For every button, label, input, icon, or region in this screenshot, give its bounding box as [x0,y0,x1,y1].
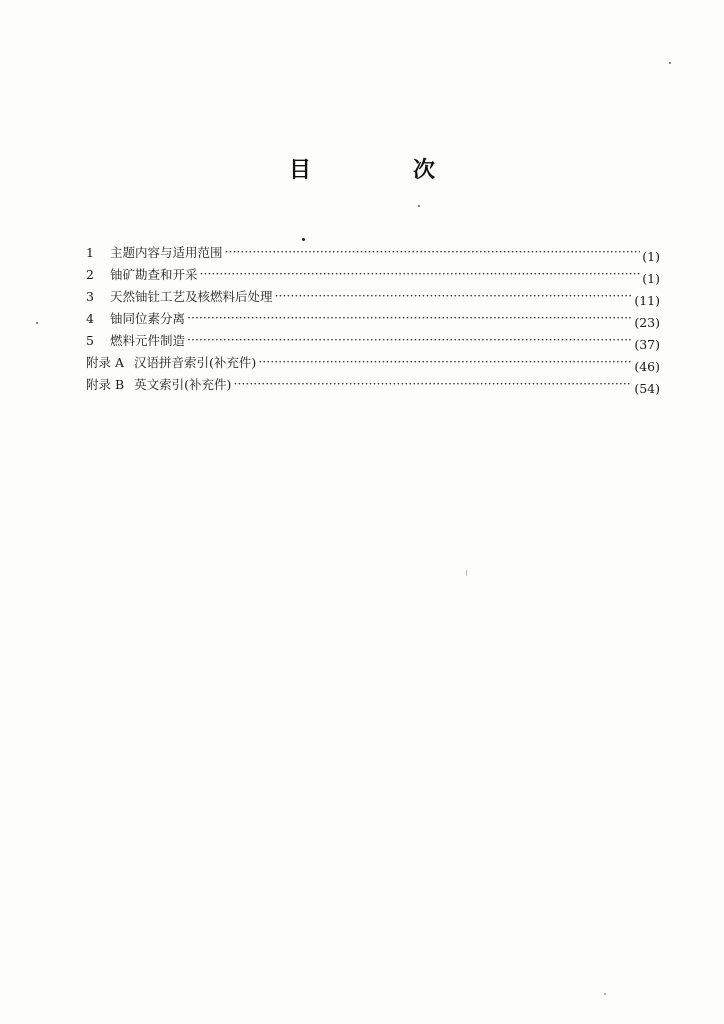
toc-entry-appendix-label: 附录 A [86,355,125,370]
toc-entry-number: 2 [86,267,94,282]
toc-entry-title: 铀同位素分离 [110,311,186,326]
table-of-contents [86,238,660,396]
toc-entry-number: 5 [86,333,94,348]
scan-speck [669,62,671,64]
toc-entry-title: 汉语拼音索引(补充件) [134,355,257,370]
toc-entry-page: (1) [642,271,660,286]
toc-entry-number: 3 [86,289,94,304]
scan-speck [604,993,606,995]
toc-leader-dots [258,355,632,369]
toc-leader-dots [233,377,632,391]
toc-entry-page: (46) [634,359,660,374]
toc-entry-page: (1) [642,249,660,264]
toc-entry[interactable] [86,260,660,286]
toc-leader-dots [200,267,641,281]
scan-speck [36,322,38,324]
toc-entry[interactable] [86,282,660,308]
toc-leader-dots [275,289,633,303]
toc-entry-title: 天然铀钍工艺及核燃料后处理 [110,289,273,304]
toc-entry-appendix-label: 附录 B [86,377,125,392]
scan-speck [418,205,420,207]
toc-entry-number: 1 [86,245,94,260]
toc-entry[interactable] [86,238,660,264]
toc-entry[interactable] [86,370,660,396]
toc-heading: 目 次 [288,158,475,183]
toc-entry-title: 铀矿勘查和开采 [110,267,198,282]
scan-speck [466,570,467,576]
toc-leader-dots [225,245,641,259]
toc-leader-dots [187,311,632,325]
toc-entry-number: 4 [86,311,94,326]
toc-entry-page: (37) [634,337,660,352]
toc-entry-page: (11) [634,293,660,308]
toc-entry[interactable] [86,326,660,352]
toc-entry-title: 主题内容与适用范围 [110,245,223,260]
toc-entry[interactable] [86,348,660,374]
toc-entry-page: (54) [634,381,660,396]
scan-speck [302,238,305,241]
toc-leader-dots [187,333,632,347]
toc-entry-page: (23) [634,315,660,330]
toc-entry[interactable] [86,304,660,330]
toc-entry-title: 燃料元件制造 [110,333,186,348]
toc-entry-title: 英文索引(补充件) [134,377,232,392]
